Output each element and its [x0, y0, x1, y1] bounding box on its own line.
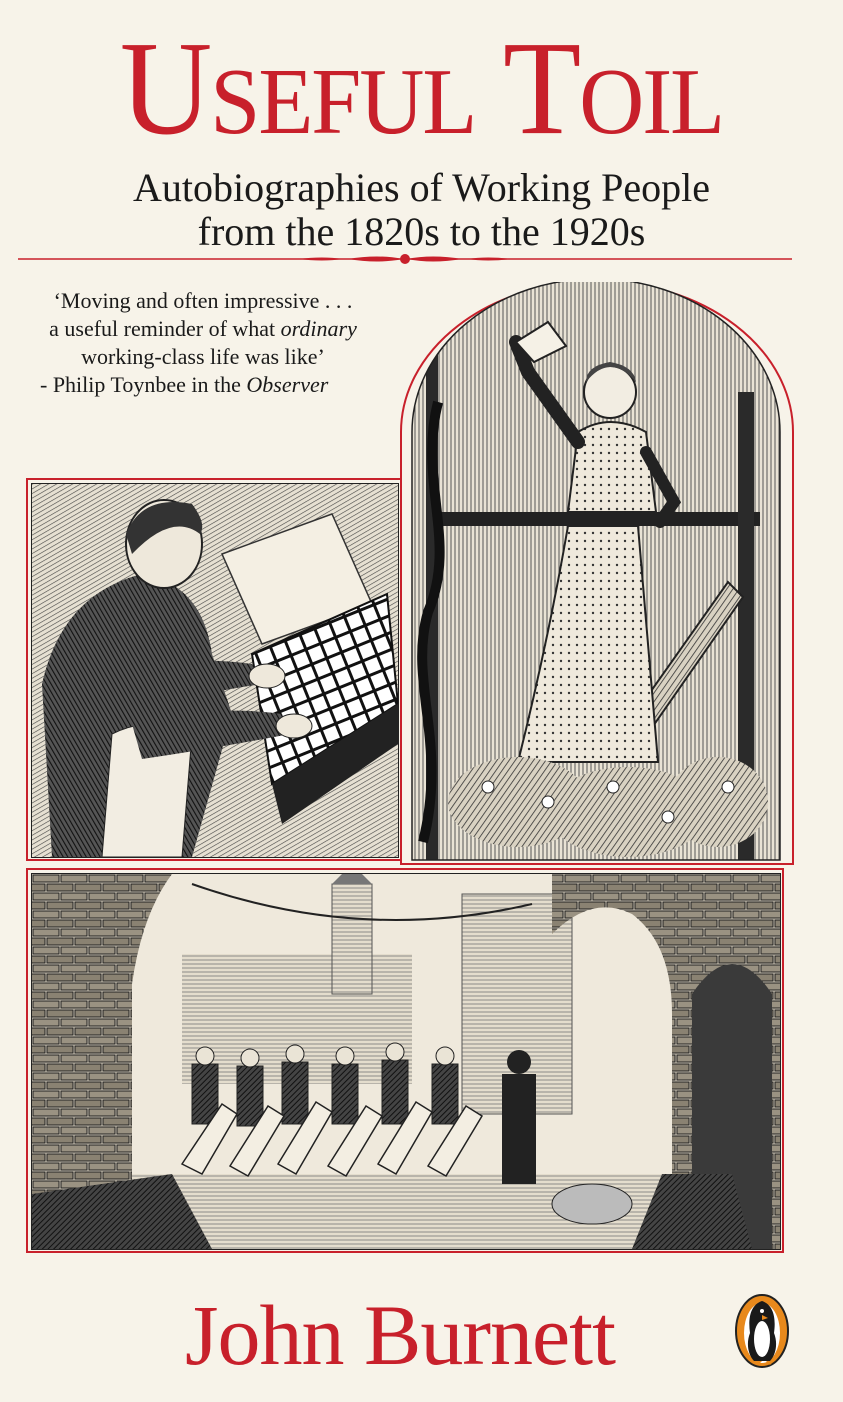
- attribution-text: - Philip Toynbee in the: [40, 372, 247, 397]
- book-title: Useful Toil: [119, 13, 724, 163]
- subtitle-line-1: Autobiographies of Working People: [132, 165, 711, 210]
- subtitle-line-2: from the 1820s to the 1920s: [197, 209, 646, 254]
- illustration-market-street: [31, 873, 781, 1250]
- quote-line-2-text: a useful reminder of what: [49, 316, 281, 341]
- author-name: John Burnett: [185, 1287, 615, 1383]
- illustration-compositor: [31, 483, 399, 858]
- quote-attribution: [30, 371, 376, 399]
- penguin-logo-icon: [734, 1293, 790, 1369]
- illustration-window-cleaner: [398, 282, 796, 866]
- quote-line-3: working-class life was like’: [81, 344, 325, 369]
- quote-line-2: [30, 315, 376, 343]
- ornamental-rule: [18, 252, 792, 266]
- attribution-publication: Observer: [246, 372, 329, 397]
- quote-line-1: ‘Moving and often impressive . . .: [53, 288, 353, 313]
- review-quote: [30, 287, 376, 399]
- quote-emphasis-ordinary: ordinary: [280, 316, 357, 341]
